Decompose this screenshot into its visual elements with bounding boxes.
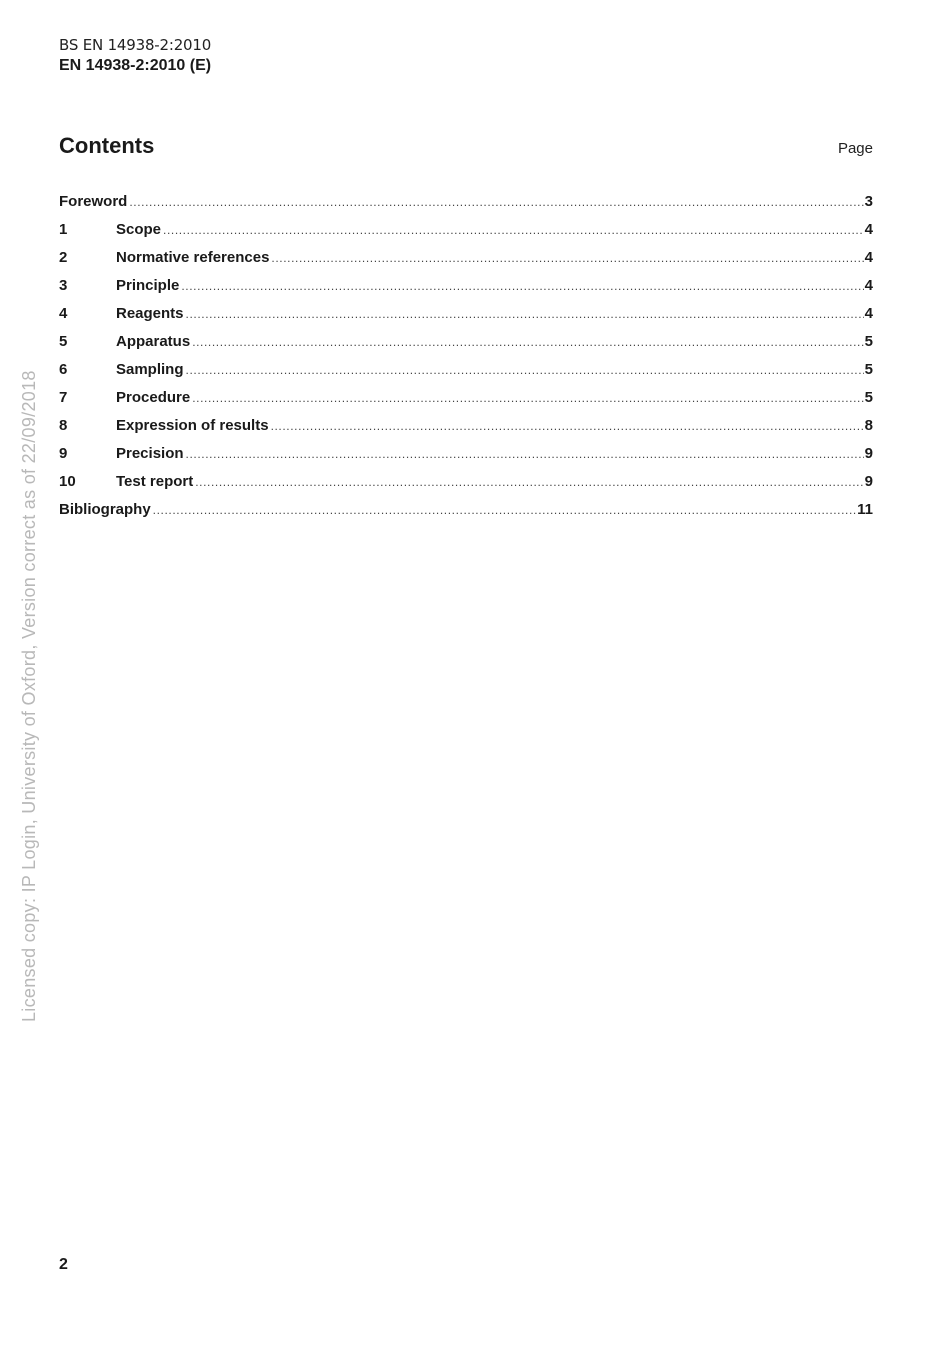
toc-entry-title: Principle	[116, 277, 180, 294]
toc-entry-bibliography[interactable]	[59, 501, 873, 529]
toc-entry-title: Reagents	[116, 305, 184, 322]
table-of-contents	[59, 193, 873, 529]
toc-dot-leader	[186, 361, 864, 379]
toc-entry-number: 1	[59, 221, 68, 238]
toc-entry-number: 10	[59, 473, 76, 490]
toc-entry-sampling[interactable]	[59, 361, 873, 389]
toc-entry-title: Normative references	[116, 249, 270, 266]
toc-dot-leader	[163, 221, 864, 239]
standard-code-en: EN 14938-2:2010 (E)	[59, 57, 212, 74]
toc-entry-page: 4	[864, 221, 873, 238]
toc-entry-title: Procedure	[116, 389, 191, 406]
toc-entry-page: 9	[864, 445, 873, 462]
toc-entry-page: 4	[864, 249, 873, 266]
toc-dot-leader	[271, 249, 863, 267]
toc-entry-number: 4	[59, 305, 68, 322]
toc-entry-procedure[interactable]	[59, 389, 873, 417]
toc-entry-page: 5	[864, 361, 873, 378]
toc-entry-number: 3	[59, 277, 68, 294]
toc-entry-title: Test report	[116, 473, 194, 490]
page-number: 2	[59, 1256, 68, 1273]
toc-dot-leader	[153, 501, 856, 519]
toc-dot-leader	[271, 417, 864, 435]
toc-entry-title: Expression of results	[116, 417, 269, 434]
toc-entry-number: 6	[59, 361, 68, 378]
toc-entry-page: 11	[857, 501, 873, 518]
toc-entry-scope[interactable]	[59, 221, 873, 249]
contents-heading: Contents	[59, 133, 155, 158]
toc-dot-leader	[192, 389, 863, 407]
toc-entry-number: 2	[59, 249, 68, 266]
toc-entry-apparatus[interactable]	[59, 333, 873, 361]
toc-entry-number: 7	[59, 389, 68, 406]
toc-dot-leader	[181, 277, 863, 295]
toc-dot-leader	[195, 473, 863, 491]
toc-entry-foreword[interactable]	[59, 193, 873, 221]
toc-entry-title: Sampling	[116, 361, 184, 378]
toc-entry-title: Foreword	[59, 193, 128, 210]
toc-entry-page: 5	[864, 389, 873, 406]
toc-dot-leader	[186, 445, 864, 463]
page-column-label: Page	[837, 140, 873, 157]
toc-entry-page: 8	[864, 417, 873, 434]
toc-entry-number: 9	[59, 445, 68, 462]
toc-entry-page: 4	[864, 277, 873, 294]
license-watermark: Licensed copy: IP Login, University of Oxford, Version correct as of 22/09/2018	[19, 370, 39, 1022]
standard-code: BS EN 14938-2:2010	[59, 36, 212, 54]
toc-entry-page: 5	[864, 333, 873, 350]
toc-entry-title: Precision	[116, 445, 184, 462]
toc-entry-number: 8	[59, 417, 68, 434]
toc-entry-title: Scope	[116, 221, 162, 238]
toc-entry-normative-references[interactable]	[59, 249, 873, 277]
toc-entry-page: 9	[864, 473, 873, 490]
toc-dot-leader	[186, 305, 864, 323]
toc-entry-page: 4	[864, 305, 873, 322]
toc-entry-number: 5	[59, 333, 68, 350]
toc-dot-leader	[192, 333, 863, 351]
toc-entry-expression-of-results[interactable]	[59, 417, 873, 445]
toc-entry-reagents[interactable]	[59, 305, 873, 333]
toc-entry-page: 3	[864, 193, 873, 210]
toc-entry-title: Apparatus	[116, 333, 191, 350]
toc-entry-test-report[interactable]	[59, 473, 873, 501]
toc-entry-title: Bibliography	[59, 501, 151, 518]
toc-entry-principle[interactable]	[59, 277, 873, 305]
toc-entry-precision[interactable]	[59, 445, 873, 473]
toc-dot-leader	[129, 193, 863, 211]
